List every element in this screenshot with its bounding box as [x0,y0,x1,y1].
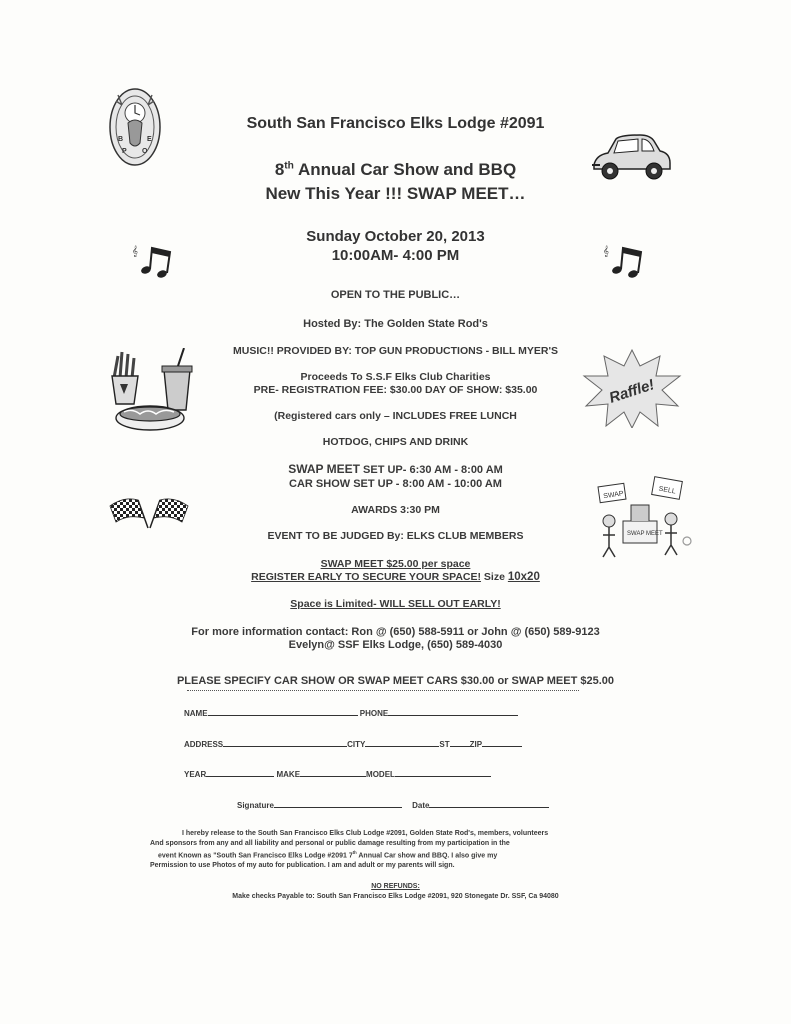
event-date: Sunday October 20, 2013 [306,228,485,245]
lunch-menu: HOTDOG, CHIPS AND DRINK [322,436,469,448]
city-field[interactable] [365,738,439,747]
awards-time: AWARDS 3:30 PM [351,504,440,516]
proceeds: Proceeds To S.S.F Elks Club Charities [300,371,491,383]
lodge-title: South San Francisco Elks Lodge #2091 [246,115,545,132]
state-label: ST [439,740,450,749]
date-label: Date [412,801,430,810]
name-field[interactable] [208,707,358,716]
liability-release [150,829,620,870]
emblem-letter: P [122,148,127,155]
release-line: I hereby release to the South San Francisco Elks Club Lodge #2091, Golden State Rod's, members, volunteers [182,830,549,837]
make-field[interactable] [300,768,366,777]
svg-text:𝄞: 𝄞 [132,246,138,257]
event-title: 8th Annual Car Show and BBQ [274,160,517,179]
signature-label: Signature [237,801,274,810]
year-label: YEAR [184,770,207,779]
contact-info: For more information contact: Ron @ (650) 588-5911 or John @ (650) 589-9123 [191,626,600,638]
release-line: event Known as "South San Francisco Elks Lodge #2091 7th Annual Car show and BBQ. I also give my [158,850,498,860]
registration-fees: PRE- REGISTRATION FEE: $30.00 DAY OF SHOW: $35.00 [253,384,538,396]
emblem-letter: O [142,148,148,155]
model-field[interactable] [395,768,491,777]
year-field[interactable] [206,768,274,777]
music-provider: MUSIC!! PROVIDED BY: TOP GUN PRODUCTIONS - BILL MYER'S [233,345,558,357]
judging-info: EVENT TO BE JUDGED By: ELKS CLUB MEMBERS [267,530,524,542]
no-refunds: NO REFUNDS: [371,883,420,890]
svg-text:𝄞: 𝄞 [603,246,609,257]
phone-field[interactable] [388,707,518,716]
release-line: And sponsors from any and all liability and personal or public damage resulting from my participation in the [150,839,510,847]
city-label: CITY [347,740,366,749]
hosted-by: Hosted By: The Golden State Rod's [303,318,488,330]
address-field[interactable] [223,738,347,747]
swap-meet-price: SWAP MEET $25.00 per space [320,558,471,570]
phone-label: PHONE [359,709,389,718]
sell-sign-label: SELL [658,485,677,496]
emblem-letter: B [118,136,124,143]
signature-field[interactable] [274,799,402,808]
zip-label: ZIP [469,740,483,749]
address-row [184,738,522,749]
register-early: REGISTER EARLY TO SECURE YOUR SPACE! Size 10x20 [251,571,540,583]
date-field[interactable] [429,799,549,808]
make-label: MAKE [276,770,301,779]
payable-info: Make checks Payable to: South San Francisco Elks Lodge #2091, 920 Stonegate Dr. SSF, Ca 94080 [232,893,559,900]
raffle-label: Raffle! [607,376,657,407]
specify-instructions: PLEASE SPECIFY CAR SHOW OR SWAP MEET CARS $30.00 or SWAP MEET $25.00 [176,675,615,687]
swap-meet-announcement: New This Year !!! SWAP MEET… [265,184,526,203]
open-to-public: OPEN TO THE PUBLIC… [330,289,461,301]
swap-meet-setup: SWAP MEET SET UP- 6:30 AM - 8:00 AM [288,462,503,476]
model-label: MODEL [366,770,395,779]
car-show-setup: CAR SHOW SET UP - 8:00 AM - 10:00 AM [289,478,502,490]
swap-sign-label: SWAP [602,490,625,501]
emblem-letter: E [147,136,152,143]
space-limited: Space is Limited- WILL SELL OUT EARLY! [290,598,501,610]
release-line: Permission to use Photos of my auto for publication. I am and adult or my parents will sign. [150,861,455,869]
dotted-separator [187,690,579,691]
swap-meet-sign-label: SWAP MEET [627,531,663,537]
registered-cars-note: (Registered cars only – INCLUDES FREE LUNCH [274,410,517,422]
signature-row [237,799,549,810]
state-field[interactable] [450,738,470,747]
zip-field[interactable] [482,738,522,747]
vehicle-row [184,768,491,779]
name-phone-row [184,707,518,718]
event-time: 10:00AM- 4:00 PM [331,247,460,264]
name-label: NAME [184,709,208,718]
address-label: ADDRESS [184,740,224,749]
contact-info-evelyn: Evelyn@ SSF Elks Lodge, (650) 589-4030 [288,639,503,651]
